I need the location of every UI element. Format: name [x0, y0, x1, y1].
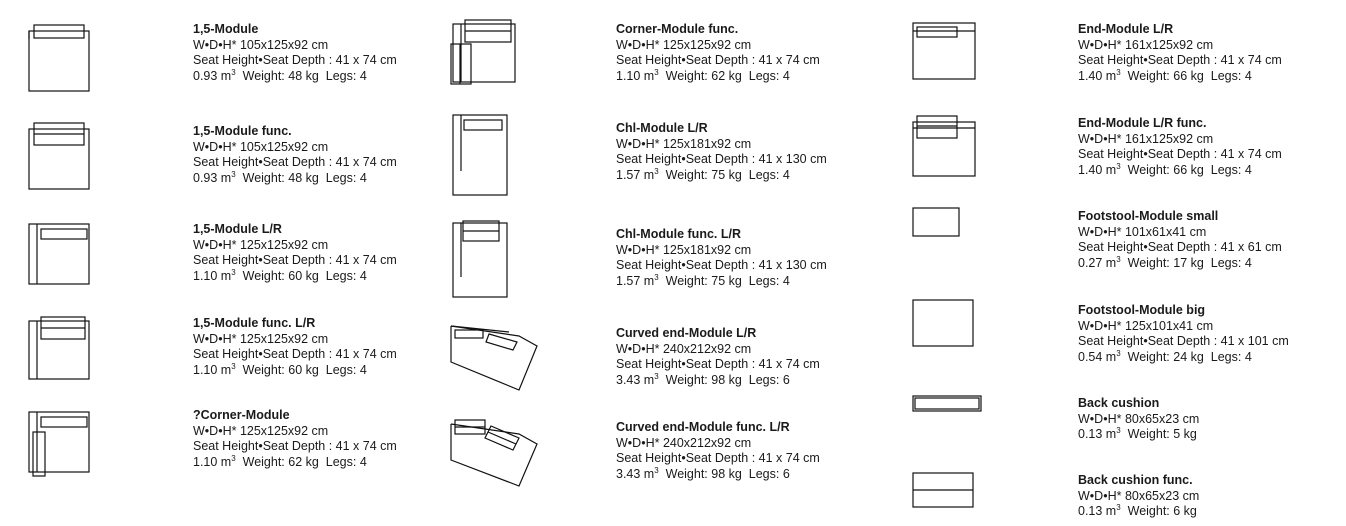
module-seat: Seat Height•Seat Depth : 41 x 74 cm	[1078, 147, 1282, 162]
module-seat: Seat Height•Seat Depth : 41 x 74 cm	[193, 347, 397, 362]
module-title: Chl-Module func. L/R	[616, 227, 741, 241]
module-specs: 1.10 $m^3$ Weight: 60 kg Legs: 4	[193, 361, 367, 377]
module-dimensions: W•D•H* 161x125x92 cm	[1078, 37, 1214, 52]
module-plan-icon	[27, 19, 91, 93]
module-dimensions: W•D•H* 125x125x92 cm	[193, 237, 329, 252]
chaise-module-func-plan-icon	[451, 219, 511, 299]
curved-end-module-func-plan-icon	[449, 416, 541, 488]
module-dimensions: W•D•H* 240x212x92 cm	[616, 341, 752, 356]
curved-end-module-plan-icon	[449, 322, 541, 392]
module-title: Back cushion	[1078, 396, 1160, 410]
module-seat: Seat Height•Seat Depth : 41 x 130 cm	[616, 152, 827, 167]
module-specs: 0.93 $m^3$ Weight: 48 kg Legs: 4	[193, 169, 367, 185]
module-seat: Seat Height•Seat Depth : 41 x 74 cm	[616, 53, 820, 68]
corner-module-func-plan-icon	[449, 18, 519, 86]
module-title: Back cushion func.	[1078, 473, 1193, 487]
module-dimensions: W•D•H* 125x125x92 cm	[193, 331, 329, 346]
back-cushion-plan-icon	[911, 394, 985, 414]
module-dimensions: W•D•H* 125x181x92 cm	[616, 136, 752, 151]
module-seat: Seat Height•Seat Depth : 41 x 74 cm	[193, 253, 397, 268]
module-seat: Seat Height•Seat Depth : 41 x 74 cm	[616, 357, 820, 372]
module-dimensions: W•D•H* 125x101x41 cm	[1078, 318, 1214, 333]
module-seat: Seat Height•Seat Depth : 41 x 74 cm	[193, 439, 397, 454]
module-title: Curved end-Module func. L/R	[616, 420, 790, 434]
module-specs: 1.10 $m^3$ Weight: 62 kg Legs: 4	[193, 453, 367, 469]
end-module-func-plan-icon	[911, 114, 979, 180]
module-specs: 1.10 $m^3$ Weight: 60 kg Legs: 4	[193, 267, 367, 283]
module-func-plan-icon	[27, 121, 91, 195]
module-title: Footstool-Module small	[1078, 209, 1219, 223]
end-module-plan-icon	[911, 19, 977, 83]
module-seat: Seat Height•Seat Depth : 41 x 74 cm	[616, 451, 820, 466]
chaise-module-plan-icon	[451, 113, 511, 197]
module-dimensions: W•D•H* 125x125x92 cm	[616, 37, 752, 52]
module-specs: 3.43 $m^3$ Weight: 98 kg Legs: 6	[616, 371, 790, 387]
module-specs: 1.40 $m^3$ Weight: 66 kg Legs: 4	[1078, 161, 1252, 177]
module-dimensions: W•D•H* 125x181x92 cm	[616, 242, 752, 257]
module-dimensions: W•D•H* 105x125x92 cm	[193, 139, 329, 154]
module-seat: Seat Height•Seat Depth : 41 x 101 cm	[1078, 334, 1289, 349]
module-dimensions: W•D•H* 105x125x92 cm	[193, 37, 329, 52]
module-title: Footstool-Module big	[1078, 303, 1206, 317]
module-specs: 0.13 $m^3$ Weight: 5 kg	[1078, 426, 1197, 442]
module-dimensions: W•D•H* 80x65x23 cm	[1078, 488, 1200, 503]
footstool-small-plan-icon	[911, 206, 963, 240]
module-dimensions: W•D•H* 101x61x41 cm	[1078, 224, 1207, 239]
module-seat: Seat Height•Seat Depth : 41 x 61 cm	[1078, 240, 1282, 255]
module-dimensions: W•D•H* 161x125x92 cm	[1078, 131, 1214, 146]
footstool-big-plan-icon	[911, 298, 977, 350]
module-title: End-Module L/R func.	[1078, 116, 1207, 130]
module-specs: 1.57 $m^3$ Weight: 75 kg Legs: 4	[616, 166, 790, 182]
module-title: Curved end-Module L/R	[616, 326, 757, 340]
module-dimensions: W•D•H* 240x212x92 cm	[616, 435, 752, 450]
module-seat: Seat Height•Seat Depth : 41 x 130 cm	[616, 258, 827, 273]
module-specs: 3.43 $m^3$ Weight: 98 kg Legs: 6	[616, 465, 790, 481]
module-seat: Seat Height•Seat Depth : 41 x 74 cm	[193, 53, 397, 68]
module-specs: 1.40 $m^3$ Weight: 66 kg Legs: 4	[1078, 67, 1252, 83]
back-cushion-func-plan-icon	[911, 471, 977, 511]
module-specs: 1.57 $m^3$ Weight: 75 kg Legs: 4	[616, 272, 790, 288]
module-specs: 0.54 $m^3$ Weight: 24 kg Legs: 4	[1078, 348, 1252, 364]
module-seat: Seat Height•Seat Depth : 41 x 74 cm	[1078, 53, 1282, 68]
module-dimensions: W•D•H* 80x65x23 cm	[1078, 411, 1200, 426]
module-lr-plan-icon	[27, 222, 91, 288]
module-specs: 0.93 $m^3$ Weight: 48 kg Legs: 4	[193, 67, 367, 83]
module-title: Corner-Module func.	[616, 22, 739, 36]
module-title: 1,5-Module func. L/R	[193, 316, 316, 330]
module-specs: 0.27 $m^3$ Weight: 17 kg Legs: 4	[1078, 254, 1252, 270]
module-title: 1,5-Module func.	[193, 124, 292, 138]
corner-module-plan-icon	[27, 408, 91, 480]
module-specs: 1.10 $m^3$ Weight: 62 kg Legs: 4	[616, 67, 790, 83]
module-title: End-Module L/R	[1078, 22, 1174, 36]
module-title: 1,5-Module L/R	[193, 222, 282, 236]
module-func-lr-plan-icon	[27, 315, 91, 383]
module-title: ?Corner-Module	[193, 408, 290, 422]
module-title: Chl-Module L/R	[616, 121, 708, 135]
module-dimensions: W•D•H* 125x125x92 cm	[193, 423, 329, 438]
module-seat: Seat Height•Seat Depth : 41 x 74 cm	[193, 155, 397, 170]
module-specs: 0.13 $m^3$ Weight: 6 kg	[1078, 503, 1197, 519]
module-title: 1,5-Module	[193, 22, 259, 36]
